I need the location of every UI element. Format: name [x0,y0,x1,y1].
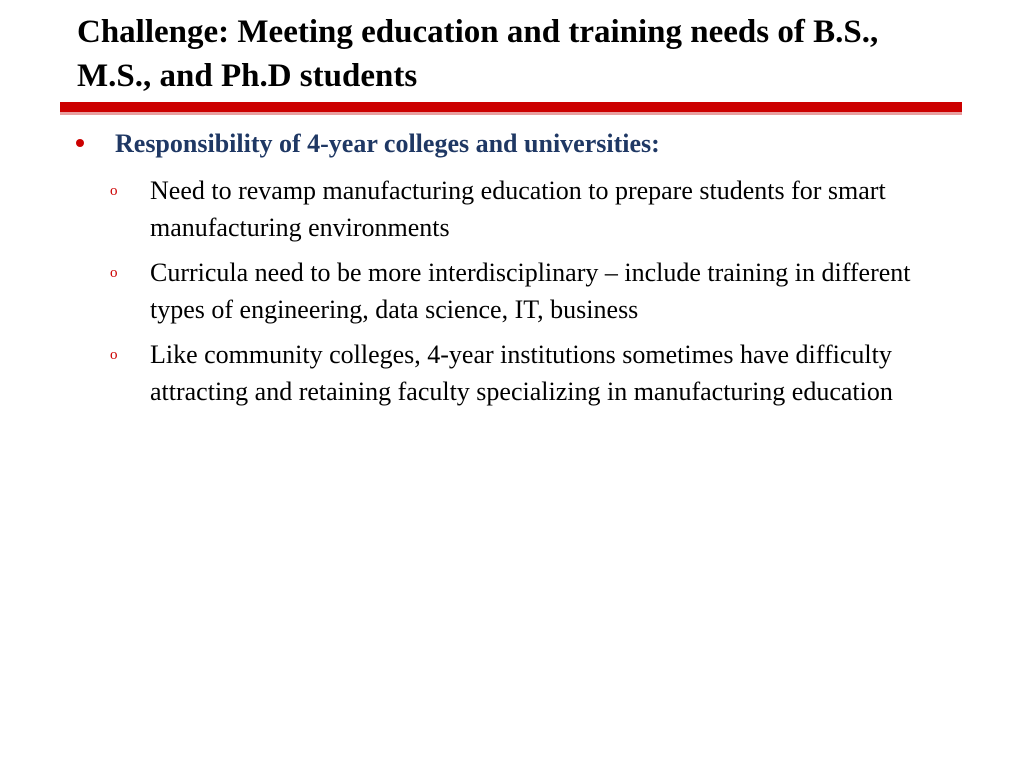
sub-bullet-item [110,254,950,328]
title-divider-shadow [60,112,962,115]
slide-title: Challenge: Meeting education and training needs of B.S., M.S., and Ph.D students [77,14,879,94]
circle-bullet-icon: o [110,183,118,199]
sub-bullet-text: Curricula need to be more interdisciplinary – include training in different types of engineering, data science, IT, business [150,258,911,324]
title-divider [60,102,962,112]
sub-bullet-item [110,172,950,246]
sub-bullet-list [110,172,950,418]
sub-bullet-text: Like community colleges, 4-year institutions sometimes have difficulty attracting and retaining faculty specializing in manufacturing education [150,340,893,406]
circle-bullet-icon: o [110,347,118,363]
sub-bullet-item [110,336,950,410]
circle-bullet-icon: o [110,265,118,281]
sub-bullet-text: Need to revamp manufacturing education to prepare students for smart manufacturing environments [150,176,886,242]
main-bullet-text: Responsibility of 4-year colleges and universities: [115,129,660,158]
bullet-dot-icon [76,139,84,147]
